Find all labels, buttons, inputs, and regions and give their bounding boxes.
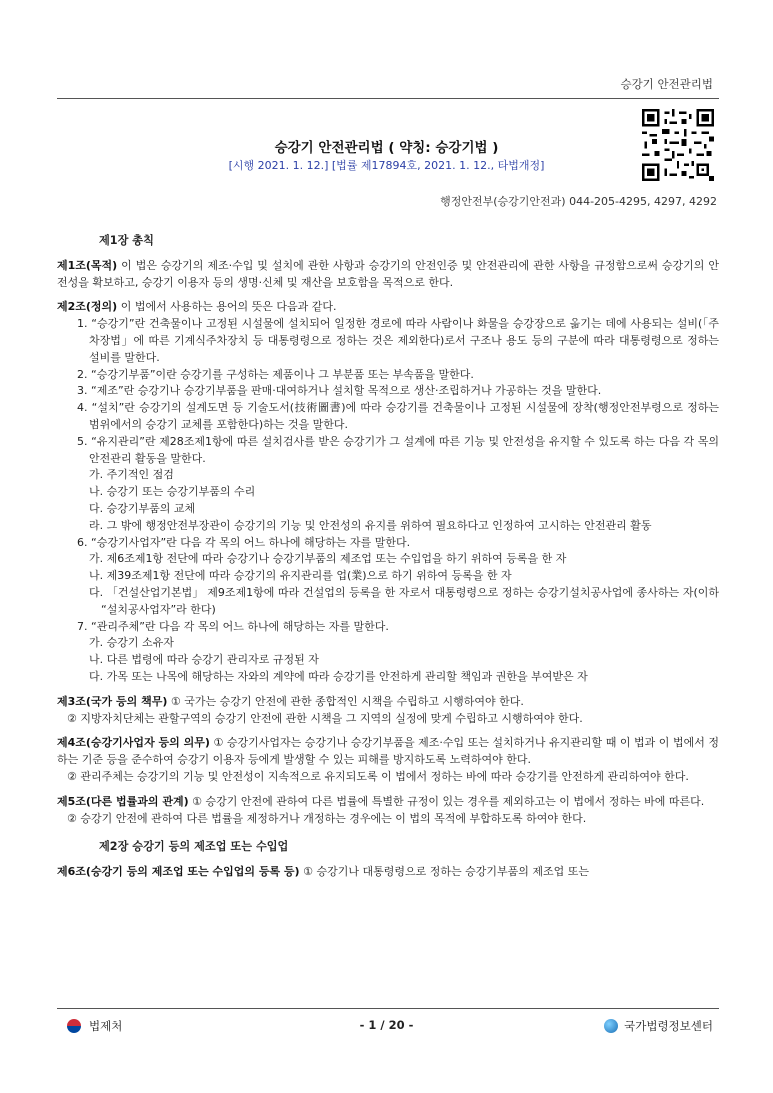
definition-item: 6. “승강기사업자”란 다음 각 목의 어느 하나에 해당하는 자를 말한다. <box>77 535 411 549</box>
running-title: 승강기 안전관리법 <box>620 77 713 91</box>
sub-item: 라. 그 밖에 행정안전부장관이 승강기의 기능 및 안전성의 유지를 위하여 필요하다고 인정하여 고시하는 안전관리 활동 <box>89 518 652 532</box>
article-6 <box>57 864 719 881</box>
ministry-contact: 행정안전부(승강기안전과) 044-205-4295, 4297, 4292 <box>440 195 717 208</box>
footer-source <box>604 1018 713 1034</box>
sub-item: 나. 승강기 또는 승강기부품의 수리 <box>89 485 256 499</box>
article-text: ① 승강기 안전에 관하여 다른 법률에 특별한 규정이 있는 경우를 제외하고는 이 법에서 정하는 바에 따른다. <box>188 794 705 808</box>
article-2 <box>57 299 719 685</box>
article-heading: 제5조(다른 법률과의 관계) <box>57 794 189 808</box>
article-heading: 제6조(승강기 등의 제조업 또는 수입업의 등록 등) <box>57 865 300 879</box>
publisher-name: 법제처 <box>89 1019 123 1033</box>
sub-item: 가. 승강기 소유자 <box>89 636 174 650</box>
definition-item: 5. “유지관리”란 제28조제1항에 따른 설치검사를 받은 승강기가 그 설계에 따른 기능 및 안전성을 유지할 수 있도록 하는 다음 각 목의 안전관리 활동을 말한다. <box>77 434 719 465</box>
footer-divider <box>57 1008 719 1009</box>
law-body <box>57 233 719 889</box>
article-text: ① 승강기사업자는 승강기나 승강기부품을 제조·수입 또는 설치하거나 유지관리할 때 이 법과 이 법에서 정하는 기준 등을 준수하여 승강기 이용자 등에게 발생할 수 있는 피해를 방지하도록 노력하여야 한다. <box>57 736 719 767</box>
article-text: 이 법에서 사용하는 용어의 뜻은 다음과 같다. <box>117 300 337 314</box>
article-paragraph: ② 지방자치단체는 관할구역의 승강기 안전에 관한 시책을 그 지역의 실정에 맞게 수립하고 시행하여야 한다. <box>67 711 583 725</box>
chapter-heading: 제1장 총칙 <box>99 234 154 247</box>
article-text: 이 법은 승강기의 제조·수입 및 설치에 관한 사항과 승강기의 안전인증 및 안전관리에 관한 사항을 규정함으로써 승강기의 안전성을 확보하고, 승강기 이용자 등의 생명·신체 및 재산을 보호함을 목적으로 한다. <box>57 258 719 289</box>
definition-item: 1. “승강기”란 건축물이나 고정된 시설물에 설치되어 일정한 경로에 따라 사람이나 화물을 승강장으로 옮기는 데에 사용되는 설비(「주차장법」에 따른 기계식주차장치 등 대통령령으로 정하는 것은 제외한다)로서 구조나 용도 등의 구분에 따라 대통령령으로 정하는 설비를 말한다. <box>77 317 719 364</box>
sub-item: 다. 「건설산업기본법」 제9조제1항에 따라 건설업의 등록을 한 자로서 대통령령으로 정하는 승강기설치공사업에 종사하는 자(이하 “설치공사업자”라 한다) <box>89 585 719 616</box>
sub-item: 다. 승강기부품의 교체 <box>89 501 196 515</box>
definition-item: 3. “제조”란 승강기나 승강기부품을 판매·대여하거나 설치할 목적으로 생산·조립하거나 가공하는 것을 말한다. <box>77 384 602 398</box>
article-heading: 제4조(승강기사업자 등의 의무) <box>57 736 210 750</box>
article-3 <box>57 694 719 728</box>
definition-item: 2. “승강기부품”이란 승강기를 구성하는 제품이나 그 부분품 또는 부속품을 말한다. <box>77 367 474 381</box>
article-1 <box>57 258 719 292</box>
definition-item: 7. “관리주체”란 다음 각 목의 어느 하나에 해당하는 자를 말한다. <box>77 619 389 633</box>
sub-item: 나. 다른 법령에 따라 승강기 관리자로 규정된 자 <box>89 653 319 667</box>
definition-item: 4. “설치”란 승강기의 설계도면 등 기술도서(技術圖書)에 따라 승강기를 건축물이나 고정된 시설물에 장착(행정안전부령으로 정하는 범위에서의 승강기 교체를 포함한다)하는 것을 말한다. <box>77 401 719 431</box>
law-title: 승강기 안전관리법 ( 약칭: 승강기법 ) <box>274 140 499 156</box>
sub-item: 다. 가목 또는 나목에 해당하는 자와의 계약에 따라 승강기를 안전하게 관리할 책임과 권한을 부여받은 자 <box>89 669 588 683</box>
article-text: ① 국가는 승강기 안전에 관한 종합적인 시책을 수립하고 시행하여야 한다. <box>167 694 524 708</box>
sub-item: 가. 주기적인 점검 <box>89 468 174 482</box>
article-5 <box>57 794 719 828</box>
article-paragraph: ② 승강기 안전에 관하여 다른 법률을 제정하거나 개정하는 경우에는 이 법의 목적에 부합하도록 하여야 한다. <box>67 811 587 825</box>
article-heading: 제3조(국가 등의 책무) <box>57 694 168 708</box>
article-4 <box>57 735 719 785</box>
sub-item: 가. 제6조제1항 전단에 따라 승강기나 승강기부품의 제조업 또는 수입업을 하기 위하여 등록을 한 자 <box>89 552 567 566</box>
enforcement-info[interactable]: [시행 2021. 1. 12.] [법률 제17894호, 2021. 1. 12., 타법개정] <box>228 159 545 172</box>
article-text: ① 승강기나 대통령령으로 정하는 승강기부품의 제조업 또는 <box>299 865 589 879</box>
globe-logo-icon <box>604 1019 618 1033</box>
page-number: - 1 / 20 - <box>359 1018 414 1032</box>
sub-item: 나. 제39조제1항 전단에 따라 승강기의 유지관리를 업(業)으로 하기 위하여 등록을 한 자 <box>89 569 512 583</box>
source-name: 국가법령정보센터 <box>624 1019 713 1033</box>
article-heading: 제1조(목적) <box>57 258 118 272</box>
chapter-heading: 제2장 승강기 등의 제조업 또는 수입업 <box>99 840 289 854</box>
header-divider <box>57 98 719 99</box>
article-heading: 제2조(정의) <box>57 300 118 314</box>
article-paragraph: ② 관리주체는 승강기의 기능 및 안전성이 지속적으로 유지되도록 이 법에서 정하는 바에 따라 승강기를 안전하게 관리하여야 한다. <box>67 769 689 783</box>
